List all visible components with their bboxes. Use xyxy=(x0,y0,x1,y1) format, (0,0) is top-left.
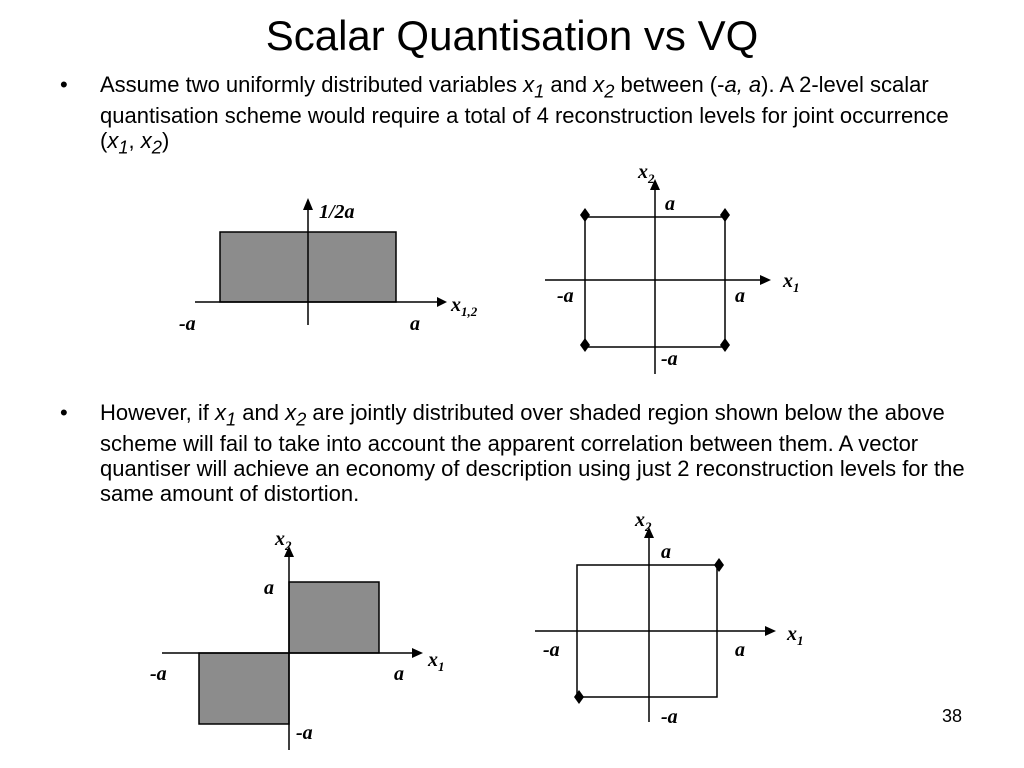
pdf-neg-a-label: -a xyxy=(179,313,196,335)
reconstruction-point-diamond-icon xyxy=(720,338,730,352)
pdf-height-label: 1/2a xyxy=(319,201,355,223)
sq-top-label: a xyxy=(665,193,675,215)
vq-right-label: a xyxy=(735,639,745,661)
vq-bottom-label: -a xyxy=(661,706,678,728)
joint-bottom-label: -a xyxy=(296,722,313,744)
sq-x2-label: $x_2$ xyxy=(638,161,655,186)
joint-x2-label: $x_2$ xyxy=(275,528,292,553)
joint-region-lower-left xyxy=(199,653,289,724)
page-number: 38 xyxy=(941,706,962,726)
pdf-axis-label: $x_{1,2}$ xyxy=(451,294,478,319)
bullet-marker: • xyxy=(60,400,68,425)
reconstruction-point-diamond-icon xyxy=(580,208,590,222)
vq-x1-label: $x_1$ xyxy=(787,623,804,648)
scalar-grid-figure xyxy=(535,162,820,382)
sq-right-label: a xyxy=(735,285,745,307)
joint-left-label: -a xyxy=(150,663,167,685)
sq-left-label: -a xyxy=(557,285,574,307)
slide-title: Scalar Quantisation vs VQ xyxy=(265,12,759,59)
bullet-text: However, if $x_1$ and $x_2$ are jointly distributed over shaded region shown below the above scheme will fail to take into account the apparent correlation between them. A vector quantiser will achieve an economy of description using just 2 reconstruction levels for the same amount of distortion. xyxy=(100,400,965,507)
bullet-marker: • xyxy=(60,72,68,97)
reconstruction-point-diamond-icon xyxy=(720,208,730,222)
uniform-pdf-figure xyxy=(175,170,505,385)
vq-x2-label: $x_2$ xyxy=(635,509,652,534)
joint-region-figure xyxy=(148,522,468,760)
sq-bottom-label: -a xyxy=(661,348,678,370)
vq-top-label: a xyxy=(661,541,671,563)
sq-x1-label: $x_1$ xyxy=(783,270,800,295)
vq-grid-figure xyxy=(525,510,815,740)
bullet-text: Assume two uniformly distributed variables $x_1$ and $x_2$ between (-a, a). A 2-level scalar quantisation scheme would require a total of 4 reconstruction levels for joint occurrence ($x_1$, $x_2$) xyxy=(100,72,949,158)
pdf-pos-a-label: a xyxy=(410,313,420,335)
joint-x1-label: $x_1$ xyxy=(428,649,445,674)
pdf-y-arrow-icon xyxy=(303,198,313,210)
bullet-scalar-quantisation xyxy=(52,72,980,160)
sq-x1-arrow-icon xyxy=(760,275,771,285)
pdf-x-arrow-icon xyxy=(437,297,447,307)
reconstruction-point-diamond-icon xyxy=(714,558,724,572)
joint-top-label: a xyxy=(264,577,274,599)
bullet-vector-quantisation xyxy=(52,400,980,506)
reconstruction-point-diamond-icon xyxy=(574,690,584,704)
joint-right-label: a xyxy=(394,663,404,685)
vq-left-label: -a xyxy=(543,639,560,661)
joint-region-upper-right xyxy=(289,582,379,653)
vq-x1-arrow-icon xyxy=(765,626,776,636)
joint-x1-arrow-icon xyxy=(412,648,423,658)
reconstruction-point-diamond-icon xyxy=(580,338,590,352)
